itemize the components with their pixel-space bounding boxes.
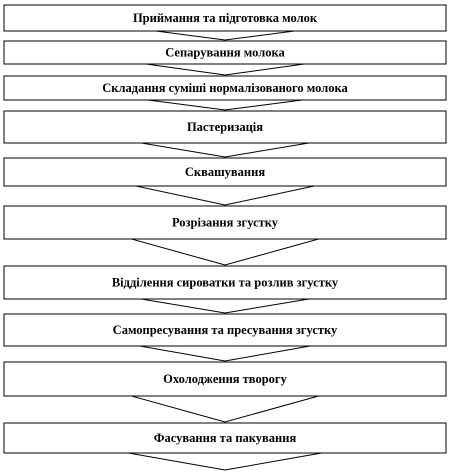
step-label: Охолодження творогу [163, 372, 287, 386]
step-box [4, 362, 446, 396]
step-box [4, 41, 446, 64]
step-label: Фасування та пакування [153, 431, 297, 445]
step-label: Пастеризація [186, 120, 264, 134]
step-label: Приймання та підготовка молок [132, 11, 318, 25]
step-label: Сквашування [184, 165, 266, 179]
step-box [4, 266, 446, 299]
step-label: Складання суміші нормалізованого молока [102, 81, 348, 95]
step-box [4, 76, 446, 100]
step-label: Сепарування молока [165, 45, 285, 60]
step-box [4, 314, 446, 346]
step-label: Відділення сироватки та розлив згустку [111, 275, 339, 290]
step-box [4, 5, 446, 31]
step-box [4, 206, 446, 239]
step-label: Самопресування та пресування згустку [112, 323, 338, 337]
step-box [4, 423, 446, 453]
step-box [4, 111, 446, 143]
step-box [4, 158, 446, 186]
step-label: Розрізання згустку [171, 215, 279, 230]
